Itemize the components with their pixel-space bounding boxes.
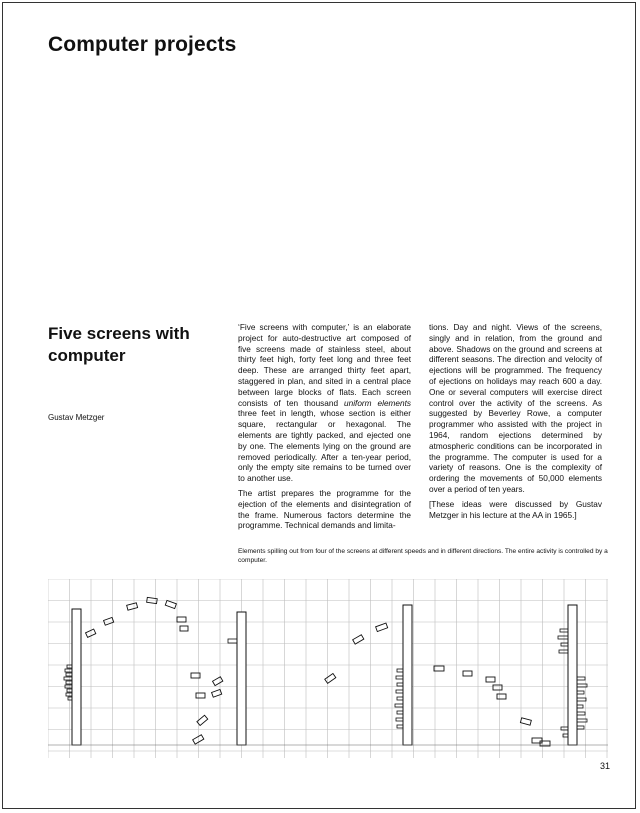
ejected-elements	[86, 597, 223, 744]
figure-caption: Elements spilling out from four of the screens at different speeds and in different directions. The entire activity is controlled by a computer.	[238, 548, 608, 564]
screen-frame	[568, 605, 577, 745]
packed-element	[228, 639, 237, 643]
paragraph: tions. Day and night. Views of the screens, singly and in relation, from the ground and above. Shadows on the ground and screens at different seasons. The direction and velocity of ejections will be programmed. The frequency of ejections on holidays may reach 600 a day. One or several computers will exercise direct control over the activity of the screens. As suggested by Beverley Rowe, a computer programmer who assisted with the project in 1964, random ejections determined by atmospheric conditions can be incorporated in the programme. The computer is used for a variety of reasons. One is the complexity of ordering the movements of 50,000 elements over a period of ten years.	[429, 323, 602, 494]
screen-2	[228, 612, 246, 745]
paragraph	[238, 323, 411, 485]
text-run: ‘Five screens with computer,’ is an elaborate project for auto-destructive art composed of five screens made of stainless steel, about thirty feet high, forty feet long and three feet deep. These are arranged thirty feet apart, staggered in plan, and sited in a central place between large blocks of flats. Each screen consists of ten thousand	[238, 323, 411, 408]
screen-1	[64, 597, 223, 745]
screens-drawing	[48, 597, 608, 746]
screen-frame	[403, 605, 412, 745]
article-title: Five screens with computer	[48, 324, 190, 365]
author-name: Gustav Metzger	[48, 413, 105, 422]
paragraph: The artist prepares the programme for the ejection of the elements and disintegration of the frame. Numerous factors determine the programme. Technical demands and limita-	[238, 488, 411, 531]
grid	[48, 579, 608, 758]
text-run: three feet in length, whose section is either square, rectangular or hexagonal. The elements are tightly packed, and ejected one by one. The elements lying on the ground are removed periodically. After a ten-year period, only the empty site remains to be turned over to another use.	[238, 409, 411, 484]
emphasis-text: uniform elements	[344, 398, 411, 408]
article-column-1	[238, 323, 411, 536]
ejected-elements	[325, 623, 388, 683]
packed-elements	[395, 669, 403, 728]
article-column-2	[429, 323, 602, 525]
packed-elements	[64, 665, 72, 700]
page-number: 31	[599, 761, 610, 771]
screen-frame	[237, 612, 246, 745]
section-heading: Computer projects	[48, 33, 237, 56]
ejected-elements	[434, 666, 550, 746]
footnote: [These ideas were discussed by Gustav Metzger in his lecture at the AA in 1965.]	[429, 499, 602, 520]
screens-diagram	[48, 579, 608, 758]
screen-frame	[72, 609, 81, 745]
screen-3	[325, 605, 412, 745]
